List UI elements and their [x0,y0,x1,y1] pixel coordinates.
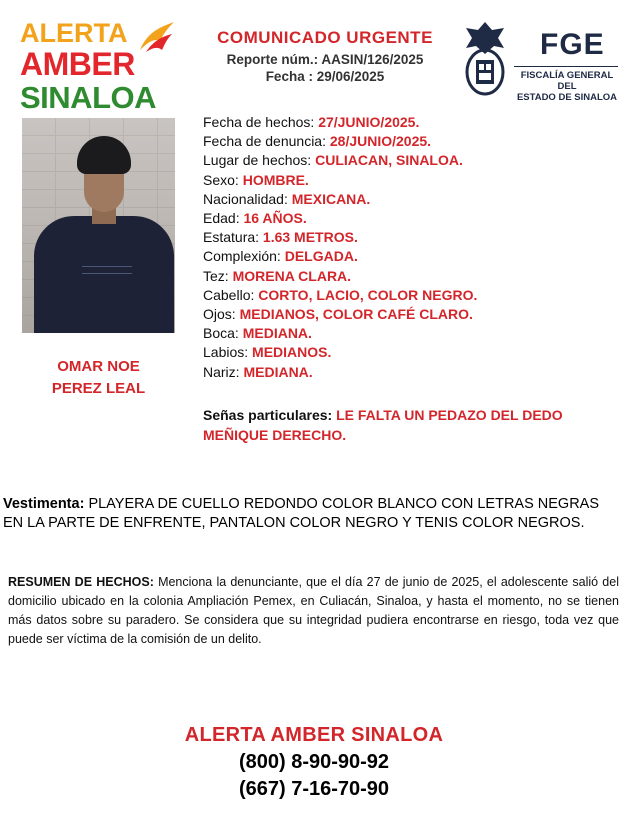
marks-value: LE FALTA UN PEDAZO DEL DEDO MEÑIQUE DERECHO. [203,407,563,443]
fact-value: MEDIANA. [243,363,313,380]
fact-value: 27/JUNIO/2025. [318,114,420,130]
fact-value: 1.63 METROS. [262,229,358,246]
phone-number-1: (800) 8-90-90-92 [238,751,390,773]
agency-name [512,70,622,103]
fact-value: CORTO, LACIO, COLOR NEGRO. [258,286,478,303]
fact-row [203,209,623,228]
report-date-label: Fecha : [265,69,313,84]
fact-row [203,343,623,362]
fge-logo [462,18,622,103]
header-title: COMUNICADO URGENTE [217,28,433,47]
fact-label: Sexo: [203,171,239,188]
fact-label: Nacionalidad: [203,190,288,207]
fact-value: MEXICANA. [291,190,371,207]
fact-label: Boca: [203,325,239,342]
fact-label: Complexión: [203,248,281,265]
agency-divider [514,66,618,67]
agency-name-line1: FISCALÍA GENERAL DEL [520,70,614,92]
fact-label: Labios: [203,344,249,361]
fact-row [203,171,623,190]
fact-row [203,228,623,247]
fact-label: Estatura: [203,229,260,246]
fact-value: MEDIANA. [242,325,312,342]
report-number-label: Reporte núm.: [226,52,319,67]
fact-row [203,151,623,170]
clothing-label: Vestimenta: [3,496,85,512]
fact-value: HOMBRE. [242,171,309,188]
report-header [195,28,455,84]
fact-row [203,363,623,382]
fact-label: Cabello: [203,286,255,303]
fact-value: MORENA CLARA. [232,267,352,284]
phone-number-2: (667) 7-16-70-90 [238,778,390,800]
fact-row [203,247,623,266]
fact-row [203,286,623,305]
distinguishing-marks [203,405,623,445]
fact-label: Nariz: [203,363,240,380]
fact-value: MEDIANOS, COLOR CAFÉ CLARO. [239,306,473,323]
person-name-line1: OMAR NOE [57,358,140,375]
clothing-description [3,495,613,533]
logo-word-sinaloa: SINALOA [20,80,156,115]
facts-summary [8,573,619,649]
fact-label: Fecha de hechos: [203,114,315,130]
person-name-line2: PEREZ LEAL [51,380,146,397]
contact-footer [0,724,628,801]
fact-value: 28/JUNIO/2025. [329,133,432,150]
fact-row [203,267,623,286]
fact-value: 16 AÑOS. [243,210,307,227]
fact-value: CULIACAN, SINALOA. [315,152,463,169]
agency-abbr: FGE [540,28,605,61]
marks-label: Señas particulares: [203,407,333,423]
fact-row [203,113,623,132]
report-number-value: AASIN/126/2025 [321,52,424,67]
fact-row [203,190,623,209]
fact-label: Fecha de denuncia: [203,133,326,150]
report-date [195,69,455,84]
clothing-value: PLAYERA DE CUELLO REDONDO COLOR BLANCO CON LETRAS NEGRAS EN LA PARTE DE ENFRENTE, PANTALON COLOR NEGRO Y TENIS COLOR NEGROS. [3,496,600,531]
fact-row [203,132,623,151]
fact-row [203,324,623,343]
person-name [22,356,175,400]
logo-word-alerta: ALERTA [20,18,128,48]
summary-text: Menciona la denunciante, que el día 27 de junio de 2025, el adolescente salió del domicilio ubicado en la colonia Ampliación Pemex, en Culiacán, Sinaloa, y hasta el momento, no se tienen más datos sobre su paradero. Se considera que su integridad pudiera encontrarse en riesgo, toda vez que puede ser víctima de la comisión de un delito. [8,575,619,646]
fact-row [203,305,623,324]
fact-value: MEDIANOS. [252,344,332,361]
fact-label: Lugar de hechos: [203,152,312,169]
fact-value: DELGADA. [284,248,358,265]
fact-label: Ojos: [203,306,236,323]
missing-person-photo [22,118,175,333]
state-seal-icon [464,20,506,96]
footer-title: ALERTA AMBER SINALOA [184,724,444,746]
report-date-value: 29/06/2025 [316,69,385,84]
fact-label: Edad: [203,210,240,227]
flame-icon [136,20,176,60]
report-number [195,52,455,67]
facts-list [203,113,623,382]
logo-word-amber: AMBER [20,46,135,82]
alerta-amber-logo [18,14,168,115]
fact-label: Tez: [203,267,229,284]
agency-name-line2: ESTADO DE SINALOA [516,92,618,103]
summary-label: RESUMEN DE HECHOS: [8,575,154,589]
